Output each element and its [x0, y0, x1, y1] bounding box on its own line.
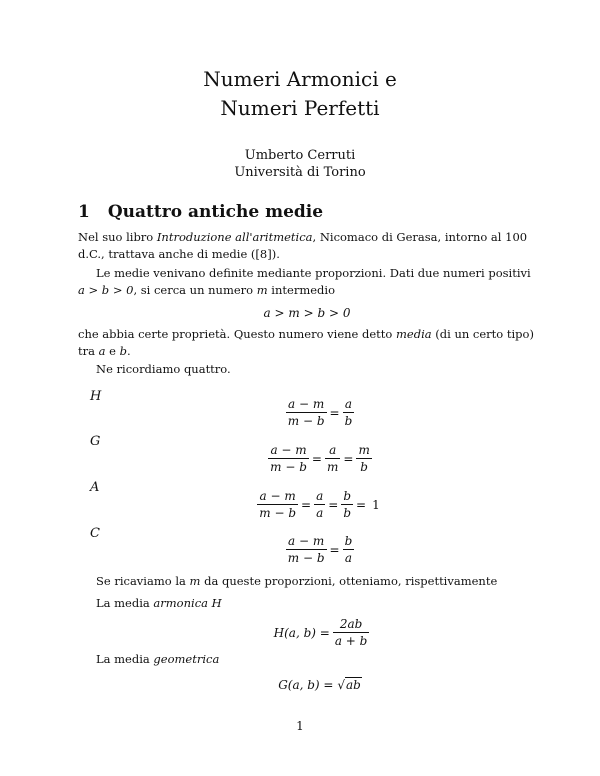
- num: a − m: [286, 534, 327, 550]
- one: 1: [372, 497, 380, 512]
- den: m: [326, 460, 339, 474]
- label-contraharmonic: C: [90, 526, 100, 541]
- para3-text-a: che abbia certe proprietà. Questo numero viene detto: [78, 327, 396, 341]
- author-name: Umberto Cerruti: [244, 148, 356, 163]
- page-number: 1: [296, 719, 304, 733]
- equals: =: [356, 497, 367, 512]
- formula-geometric-mean: [0, 678, 600, 692]
- book-title: Introduzione all'aritmetica: [156, 230, 313, 244]
- label-geometric: G: [90, 434, 101, 449]
- paragraph-derive: [78, 573, 538, 590]
- num: a: [325, 443, 340, 459]
- section-heading: [78, 202, 323, 222]
- para7-text-a: La media: [96, 652, 154, 666]
- num: a: [343, 397, 355, 413]
- media-word: media: [396, 327, 432, 341]
- sqrt-symbol: √: [337, 678, 345, 692]
- num: a − m: [286, 397, 327, 413]
- equation-contraharmonic: [0, 534, 600, 565]
- num: m: [358, 443, 370, 457]
- para1-text-a: Nel suo libro: [78, 230, 157, 244]
- geometric-lhs: G(a, b) =: [278, 678, 334, 692]
- para3-text-d: .: [127, 344, 131, 358]
- section-title: Quattro antiche medie: [107, 202, 324, 222]
- paragraph-intro: [78, 229, 538, 263]
- harmonic-lhs: H(a, b) =: [273, 625, 330, 640]
- para2-text-c: intermedio: [267, 283, 335, 297]
- para2-text-a: Le medie venivano definite mediante proporzioni. Dati due numeri positivi: [96, 266, 531, 280]
- label-arithmetic: A: [90, 480, 100, 495]
- num: b: [343, 489, 351, 503]
- label-harmonic: H: [90, 389, 102, 404]
- inequality-display: a > m > b > 0: [263, 306, 351, 320]
- paper-title-line-2: Numeri Perfetti: [220, 96, 380, 120]
- var-b: b: [119, 344, 127, 358]
- den: m − b: [259, 506, 297, 520]
- inequality-inline: a > b > 0: [78, 283, 134, 297]
- section-number: 1: [78, 202, 90, 222]
- var-m: m: [189, 574, 201, 588]
- var-m: m: [256, 283, 268, 297]
- equation-harmonic: [0, 397, 600, 428]
- den: b: [343, 506, 351, 520]
- paragraph-harmonic-mean: [78, 595, 538, 612]
- harmonic-numerator: 2ab: [333, 617, 370, 633]
- sqrt-radicand: ab: [345, 678, 361, 692]
- den: b: [360, 460, 368, 474]
- paragraph-four: Ne ricordiamo quattro.: [96, 362, 231, 376]
- num: a − m: [268, 443, 309, 459]
- equals: =: [343, 451, 354, 466]
- paper-title-line-1: Numeri Armonici e: [203, 67, 397, 91]
- den: m − b: [287, 551, 325, 565]
- equals: =: [329, 542, 340, 557]
- equals: =: [328, 497, 339, 512]
- geometrica-word: geometrica: [153, 652, 220, 666]
- num: b: [344, 534, 353, 548]
- para2-text-b: , si cerca un numero: [133, 283, 257, 297]
- den: a: [344, 551, 352, 565]
- harmonic-denominator: a + b: [334, 634, 368, 648]
- num: a − m: [257, 489, 298, 505]
- paragraph-geometric-mean: [78, 651, 538, 668]
- paragraph-media: [78, 326, 538, 360]
- den: b: [344, 414, 353, 428]
- harmonic-symbol: H: [211, 596, 222, 610]
- para5-text-a: Se ricaviamo la: [96, 574, 190, 588]
- para1-text-b: , Nicomaco di Gerasa, intorno al 100 d.C., trattava anche di medie ([8]).: [78, 230, 528, 261]
- equation-geometric: [0, 443, 600, 474]
- formula-harmonic-mean: [0, 617, 600, 648]
- den: a: [316, 506, 324, 520]
- author-affiliation: Università di Torino: [234, 165, 366, 180]
- para3-text-c: e: [105, 344, 120, 358]
- equals: =: [329, 405, 340, 420]
- var-a: a: [98, 344, 106, 358]
- den: m − b: [287, 414, 325, 428]
- equals: =: [301, 497, 312, 512]
- equation-arithmetic: [0, 489, 600, 520]
- para5-text-b: da queste proporzioni, otteniamo, rispettivamente: [200, 574, 498, 588]
- armonica-word: armonica: [153, 596, 208, 610]
- den: m − b: [270, 460, 307, 474]
- para3-text-b: (di un certo tipo) tra: [78, 327, 534, 358]
- num: a: [316, 489, 324, 503]
- para6-text-a: La media: [96, 596, 154, 610]
- paragraph-definition: [78, 265, 538, 299]
- equals: =: [311, 451, 322, 466]
